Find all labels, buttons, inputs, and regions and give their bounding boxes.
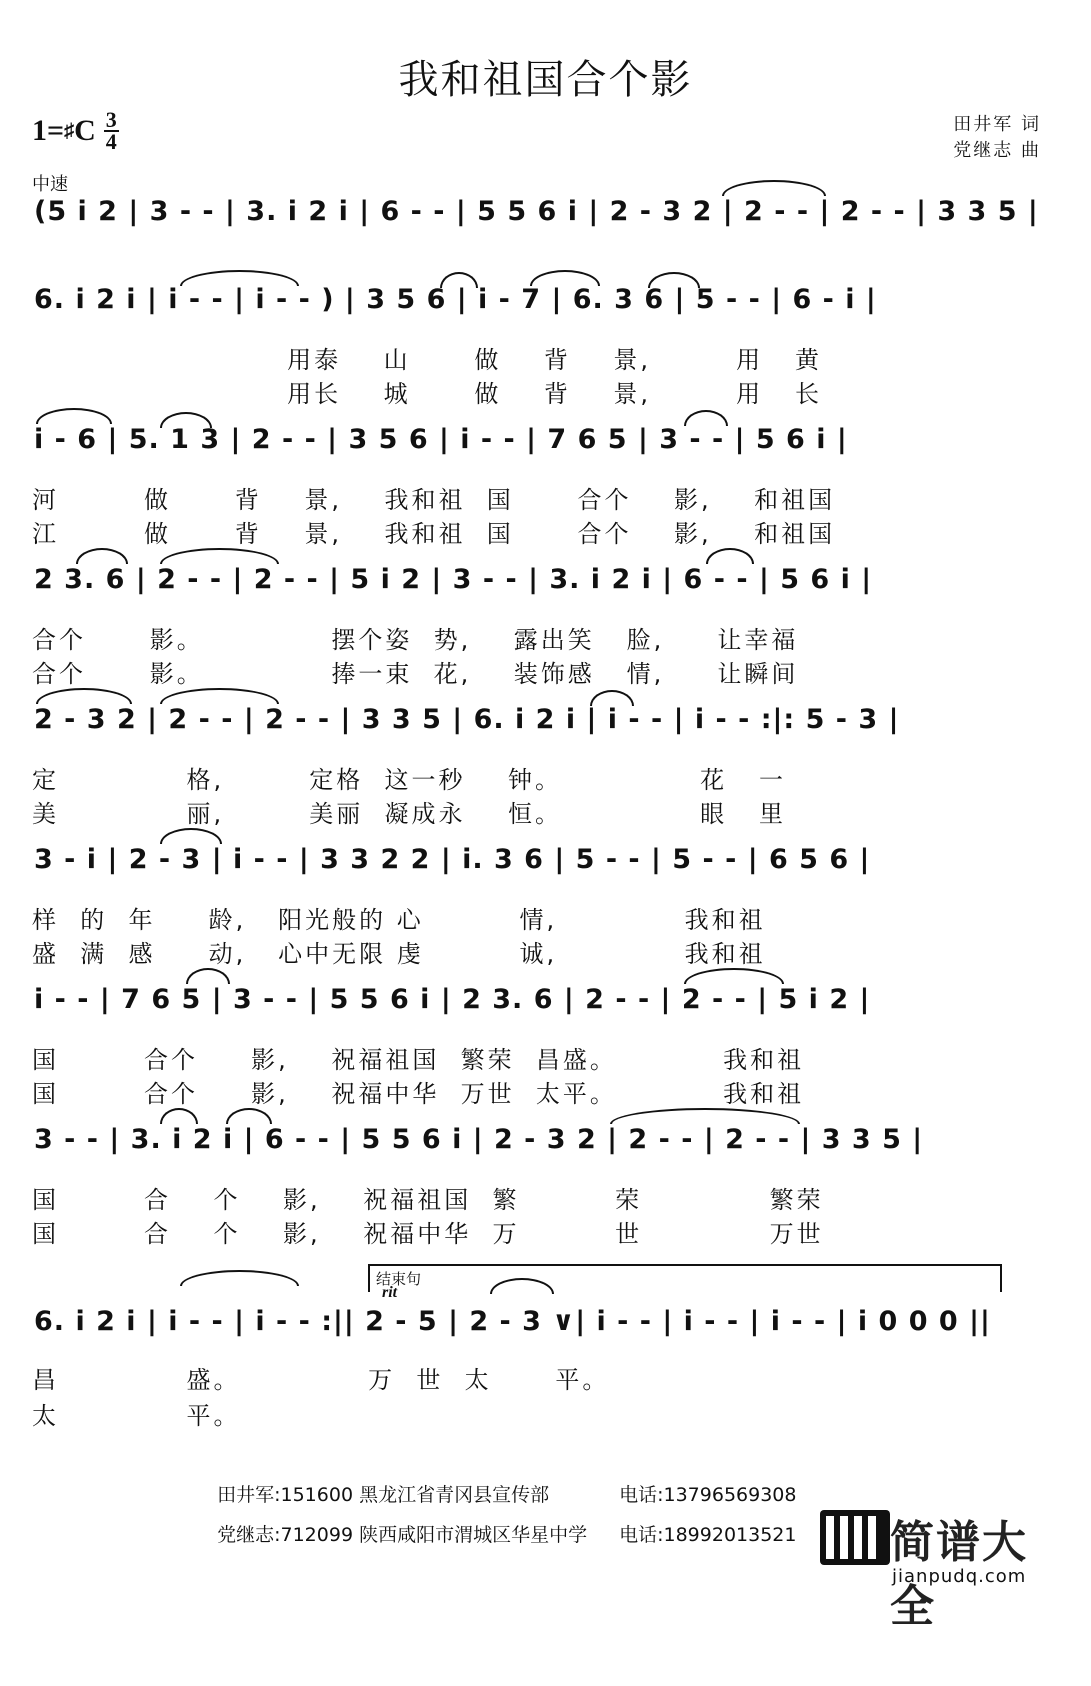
slur	[76, 548, 128, 564]
time-bottom: 4	[105, 129, 117, 154]
brand-name: 简谱大全	[890, 1517, 1028, 1632]
footer-phone-label: 电话:	[619, 1524, 664, 1546]
sharp-sign: ♯	[64, 119, 75, 142]
music-row-4: 2 3. 6 | 2 - - | 2 - - | 5 i 2 | 3 - - | 3. i 2 i | 6 - - | 5 6 i |	[34, 564, 873, 595]
lyric-line: 国 合 个 影, 祝福中华 万 世 万世	[32, 1220, 824, 1248]
footer-phone: 18992013521	[663, 1524, 797, 1546]
lyric-line: 江 做 背 景, 我和祖 国 合个 影, 和祖国	[32, 520, 836, 548]
slur	[36, 408, 112, 424]
lyric-line: 盛 满 感 动, 心中无限 虔 诚, 我和祖	[32, 940, 766, 968]
footer-phone-label: 电话:	[619, 1484, 664, 1506]
rit-marking: rit	[382, 1284, 398, 1301]
lyric-line: 样 的 年 龄, 阳光般的 心 情, 我和祖	[32, 906, 766, 934]
slur	[160, 1108, 198, 1124]
lyric-line: 国 合个 影, 祝福祖国 繁荣 昌盛。 我和祖	[32, 1046, 805, 1074]
ending-label: 结束句	[376, 1270, 422, 1288]
key-signature	[32, 107, 119, 154]
slur	[36, 688, 132, 704]
lyric-line: 昌 盛。 万 世 太 平。	[32, 1366, 610, 1394]
lyric-line: 太 平。	[32, 1402, 241, 1430]
lyric-line: 国 合 个 影, 祝福祖国 繁 荣 繁荣	[32, 1186, 824, 1214]
footer-name: 田井军:	[217, 1484, 281, 1506]
slur	[226, 1108, 272, 1124]
music-row-7: i - - | 7 6 5 | 3 - - | 5 5 6 i | 2 3. 6 | 2 - - | 2 - - | 5 i 2 |	[34, 984, 871, 1015]
slur	[160, 548, 279, 564]
music-row-3: i - 6 | 5. 1 3 | 2 - - | 3 5 6 | i - - | 7 6 5 | 3 - - | 5 6 i |	[34, 424, 848, 455]
footer-address: 陕西咸阳市渭城区华星中学	[359, 1524, 588, 1546]
composer-credit: 党继志 曲	[953, 140, 1041, 161]
slur	[610, 1108, 800, 1124]
music-row-5: 2 - 3 2 | 2 - - | 2 - - | 3 3 5 | 6. i 2 i | i - - | i - - :|: 5 - 3 |	[34, 704, 900, 735]
slur	[684, 968, 784, 984]
brand-watermark	[820, 1500, 1070, 1670]
footer-line-2	[205, 1498, 796, 1547]
slur	[186, 968, 230, 984]
piano-icon	[820, 1510, 890, 1565]
lyric-line: 美 丽, 美丽 凝成永 恒。 眼 里	[32, 800, 787, 828]
lyric-line: 用长 城 做 背 景, 用 长	[32, 380, 822, 408]
footer-name: 党继志:	[217, 1524, 281, 1546]
slur	[160, 688, 279, 704]
slur	[706, 548, 754, 564]
music-row-8: 3 - - | 3. i 2 i | 6 - - | 5 5 6 i | 2 - 3 2 | 2 - - | 2 - - | 3 3 5 |	[34, 1124, 924, 1155]
footer-phone: 13796569308	[663, 1484, 797, 1506]
lyricist-credit: 田井军 词	[953, 114, 1041, 135]
slur	[722, 180, 826, 196]
lyric-line: 河 做 背 景, 我和祖 国 合个 影, 和祖国	[32, 486, 836, 514]
slur	[160, 828, 222, 844]
music-row-2: 6. i 2 i | i - - | i - - ) | 3 5 6 | i - 7 | 6. 3 6 | 5 - - | 6 - i |	[34, 284, 877, 315]
music-row-1: (5 i 2 | 3 - - | 3. i 2 i | 6 - - | 5 5 6 i | 2 - 3 2 | 2 - - | 2 - - | 3 3 5 |	[34, 196, 1039, 227]
time-top: 3	[105, 107, 117, 132]
footer-zip: 151600	[280, 1484, 354, 1506]
lyric-line: 合个 影。 捧一束 花, 装饰感 情, 让瞬间	[32, 660, 799, 688]
key-prefix: 1=	[32, 114, 65, 147]
key-note: C	[74, 114, 96, 147]
music-row-6: 3 - i | 2 - 3 | i - - | 3 3 2 2 | i. 3 6 | 5 - - | 5 - - | 6 5 6 |	[34, 844, 871, 875]
lyric-line: 合个 影。 摆个姿 势, 露出笑 脸, 让幸福	[32, 626, 799, 654]
lyric-line: 定 格, 定格 这一秒 钟。 花 一	[32, 766, 787, 794]
tempo-marking: 中速	[32, 174, 68, 195]
footer-zip: 712099	[280, 1524, 354, 1546]
slur	[180, 1270, 299, 1286]
lyric-line: 用泰 山 做 背 景, 用 黄	[32, 346, 822, 374]
page-title: 我和祖国合个影	[398, 57, 693, 103]
lyric-line: 国 合个 影, 祝福中华 万世 太平。 我和祖	[32, 1080, 805, 1108]
brand-url: jianpudq.com	[892, 1566, 1027, 1587]
footer-address: 黑龙江省青冈县宣传部	[359, 1484, 550, 1506]
ending-bracket	[368, 1264, 1002, 1292]
time-signature	[104, 107, 119, 154]
music-row-9: 6. i 2 i | i - - | i - - :|| 2 - 5 | 2 - 3 ∨| i - - | i - - | i - - | i 0 0 0 ||	[34, 1306, 991, 1337]
